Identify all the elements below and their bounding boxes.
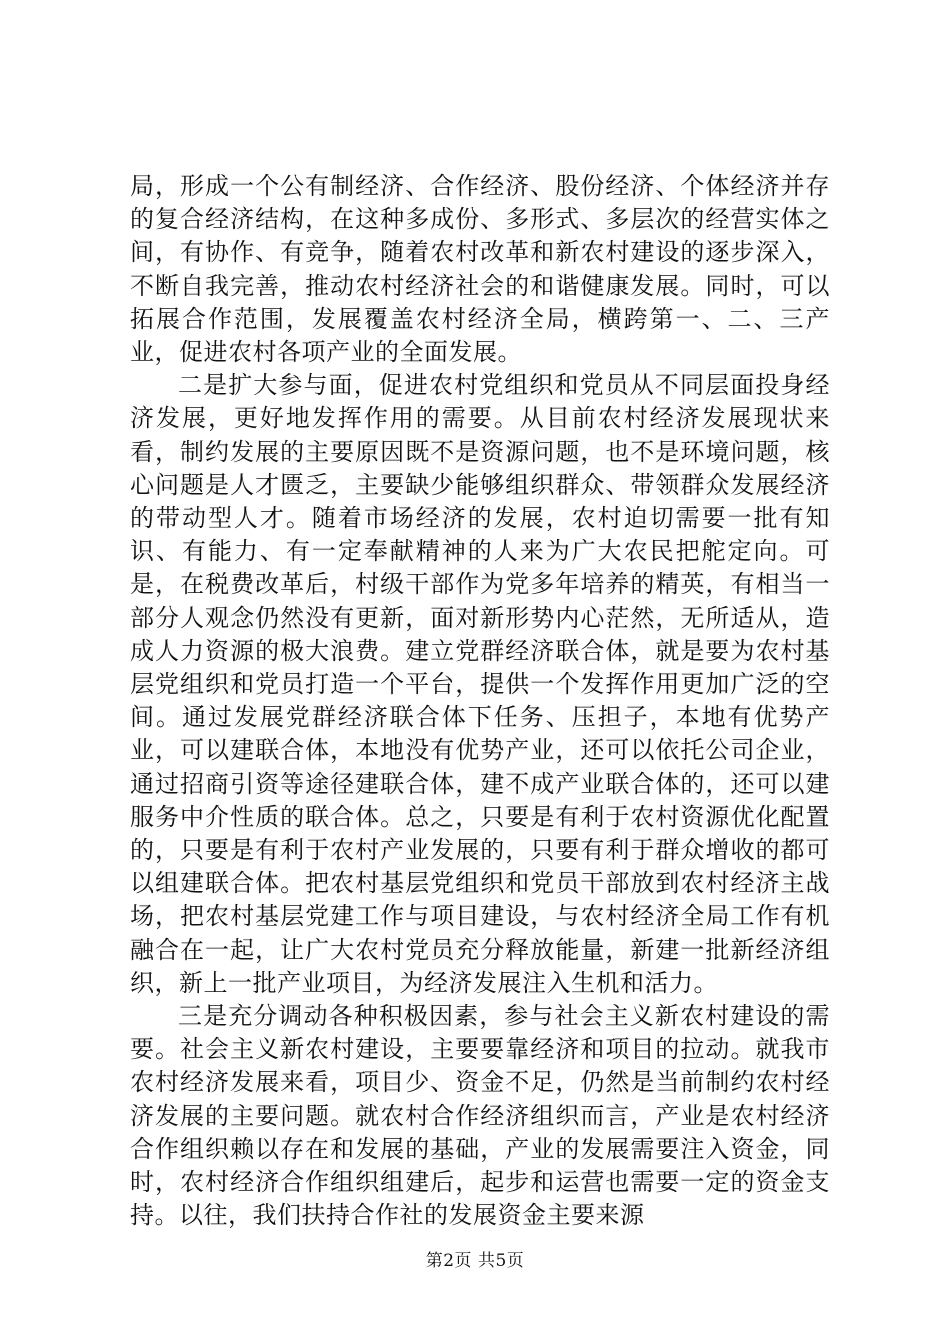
- paragraph-second-point: 二是扩大参与面，促进农村党组织和党员从不同层面投身经济发展，更好地发挥作用的需要。从目前农村经济发展现状来看，制约发展的主要原因既不是资源问题，也不是环境问题，核心问题是人才匮乏，主要缺少能够组织群众、带领群众发展经济的带动型人才。随着市场经济的发展，农村迫切需要一批有知识、有能力、有一定奉献精神的人来为广大农民把舵定向。可是，在税费改革后，村级干部作为党多年培养的精英，有相当一部分人观念仍然没有更新，面对新形势内心茫然，无所适从，造成人力资源的极大浪费。建立党群经济联合体，就是要为农村基层党组织和党员打造一个平台，提供一个发挥作用更加广泛的空间。通过发展党群经济联合体下任务、压担子，本地有优势产业，可以建联合体，本地没有优势产业，还可以依托公司企业，通过招商引资等途径建联合体，建不成产业联合体的，还可以建服务中介性质的联合体。总之，只要是有利于农村资源优化配置的，只要是有利于农村产业发展的，只要有利于群众增收的都可以组建联合体。把农村基层党组织和党员干部放到农村经济主战场，把农村基层党建工作与项目建设，与农村经济全局工作有机融合在一起，让广大农村党员充分释放能量，新建一批新经济组织，新上一批产业项目，为经济发展注入生机和活力。: [130, 371, 830, 997]
- paragraph-continued: 局，形成一个公有制经济、合作经济、股份经济、个体经济并存的复合经济结构，在这种多成份、多形式、多层次的经营实体之间，有协作、有竞争，随着农村改革和新农村建设的逐步深入，不断自我完善，推动农村经济社会的和谐健康发展。同时，可以拓展合作范围，发展覆盖农村经济全局，横跨第一、二、三产业，促进农村各项产业的全面发展。: [130, 172, 830, 367]
- paragraph-third-point: 三是充分调动各种积极因素，参与社会主义新农村建设的需要。社会主义新农村建设，主要要靠经济和项目的拉动。就我市农村经济发展来看，项目少、资金不足，仍然是当前制约农村经济发展的主要问题。就农村合作经济组织而言，产业是农村经济合作组织赖以存在和发展的基础，产业的发展需要注入资金，同时，农村经济合作组织组建后，起步和运营也需要一定的资金支持。以往，我们扶持合作社的发展资金主要来源: [130, 1002, 830, 1230]
- page-number-footer: 第2页 共5页: [425, 1251, 525, 1271]
- document-body: [130, 170, 830, 1233]
